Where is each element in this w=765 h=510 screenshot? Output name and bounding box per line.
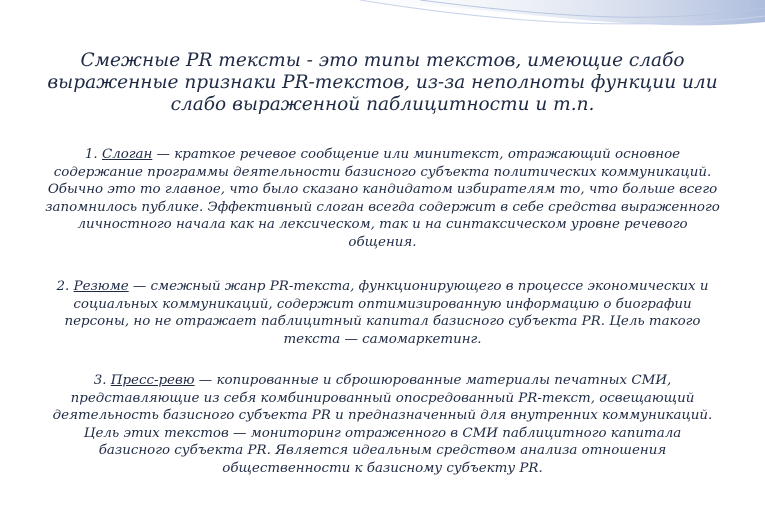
paragraph-line <box>10 278 755 296</box>
paragraph-line: персоны, но не отражает паблицитный капитал базисного субъекта PR. Цель такого <box>64 314 701 329</box>
paragraph-text: — краткое речевое сообщение или минитекст, отражающий основное <box>152 147 681 162</box>
paragraph-slogan <box>10 146 755 251</box>
term-slogan: Слоган <box>101 147 153 162</box>
paragraph-line: Цель этих текстов — мониторинг отраженного в СМИ паблицитного капитала <box>83 425 682 441</box>
item-number: 3. <box>93 373 111 388</box>
term-resume: Резюме <box>73 279 129 294</box>
paragraph-text: — смежный жанр PR-текста, функционирующего в процессе экономических и <box>128 279 709 294</box>
paragraph-line: Обычно это то главное, что было сказано кандидатом избирателям то, что больше всего <box>47 182 718 197</box>
paragraph-line: личностного начала как на лексическом, так и на синтаксическом уровне речевого <box>77 217 688 232</box>
paragraph-line: содержание программы деятельности базисного субъекта политических коммуникаций. <box>53 164 712 180</box>
paragraph-text: — копированные и сброшюрованные материалы печатных СМИ, <box>194 373 672 388</box>
paragraph-line <box>10 146 755 164</box>
title-line: Смежные PR тексты - это типы текстов, имеющие слабо <box>80 50 685 71</box>
item-number: 1. <box>84 147 102 162</box>
title-line: выраженные признаки PR-текстов, из-за неполноты функции или <box>47 72 718 93</box>
title-line: слабо выраженной паблицитности и т.п. <box>170 94 595 115</box>
paragraph-press-review <box>10 372 755 477</box>
term-press-review: Пресс-ревю <box>110 373 195 388</box>
item-number: 2. <box>56 279 74 294</box>
paragraph-line: текста — самомаркетинг. <box>283 331 482 347</box>
paragraph-line: представляющие из себя комбинированный опосредованный PR-текст, освещающий <box>70 390 695 406</box>
paragraph-line: запомнилось публике. Эффективный слоган всегда содержит в себе средства выраженного <box>45 199 720 215</box>
paragraph-line <box>10 372 755 390</box>
paragraph-line: социальных коммуникаций, содержит оптимизированную информацию о биографии <box>73 296 692 312</box>
paragraph-resume <box>10 278 755 348</box>
paragraph-line: общения. <box>348 234 417 250</box>
paragraph-line: деятельность базисного субъекта PR и предназначенный для внутренних коммуникаций. <box>52 408 713 423</box>
paragraph-line: общественности к базисному субъекту PR. <box>222 460 543 476</box>
slide-title <box>10 50 755 116</box>
paragraph-line: базисного субъекта PR. Является идеальным средством анализа отношения <box>98 443 667 458</box>
